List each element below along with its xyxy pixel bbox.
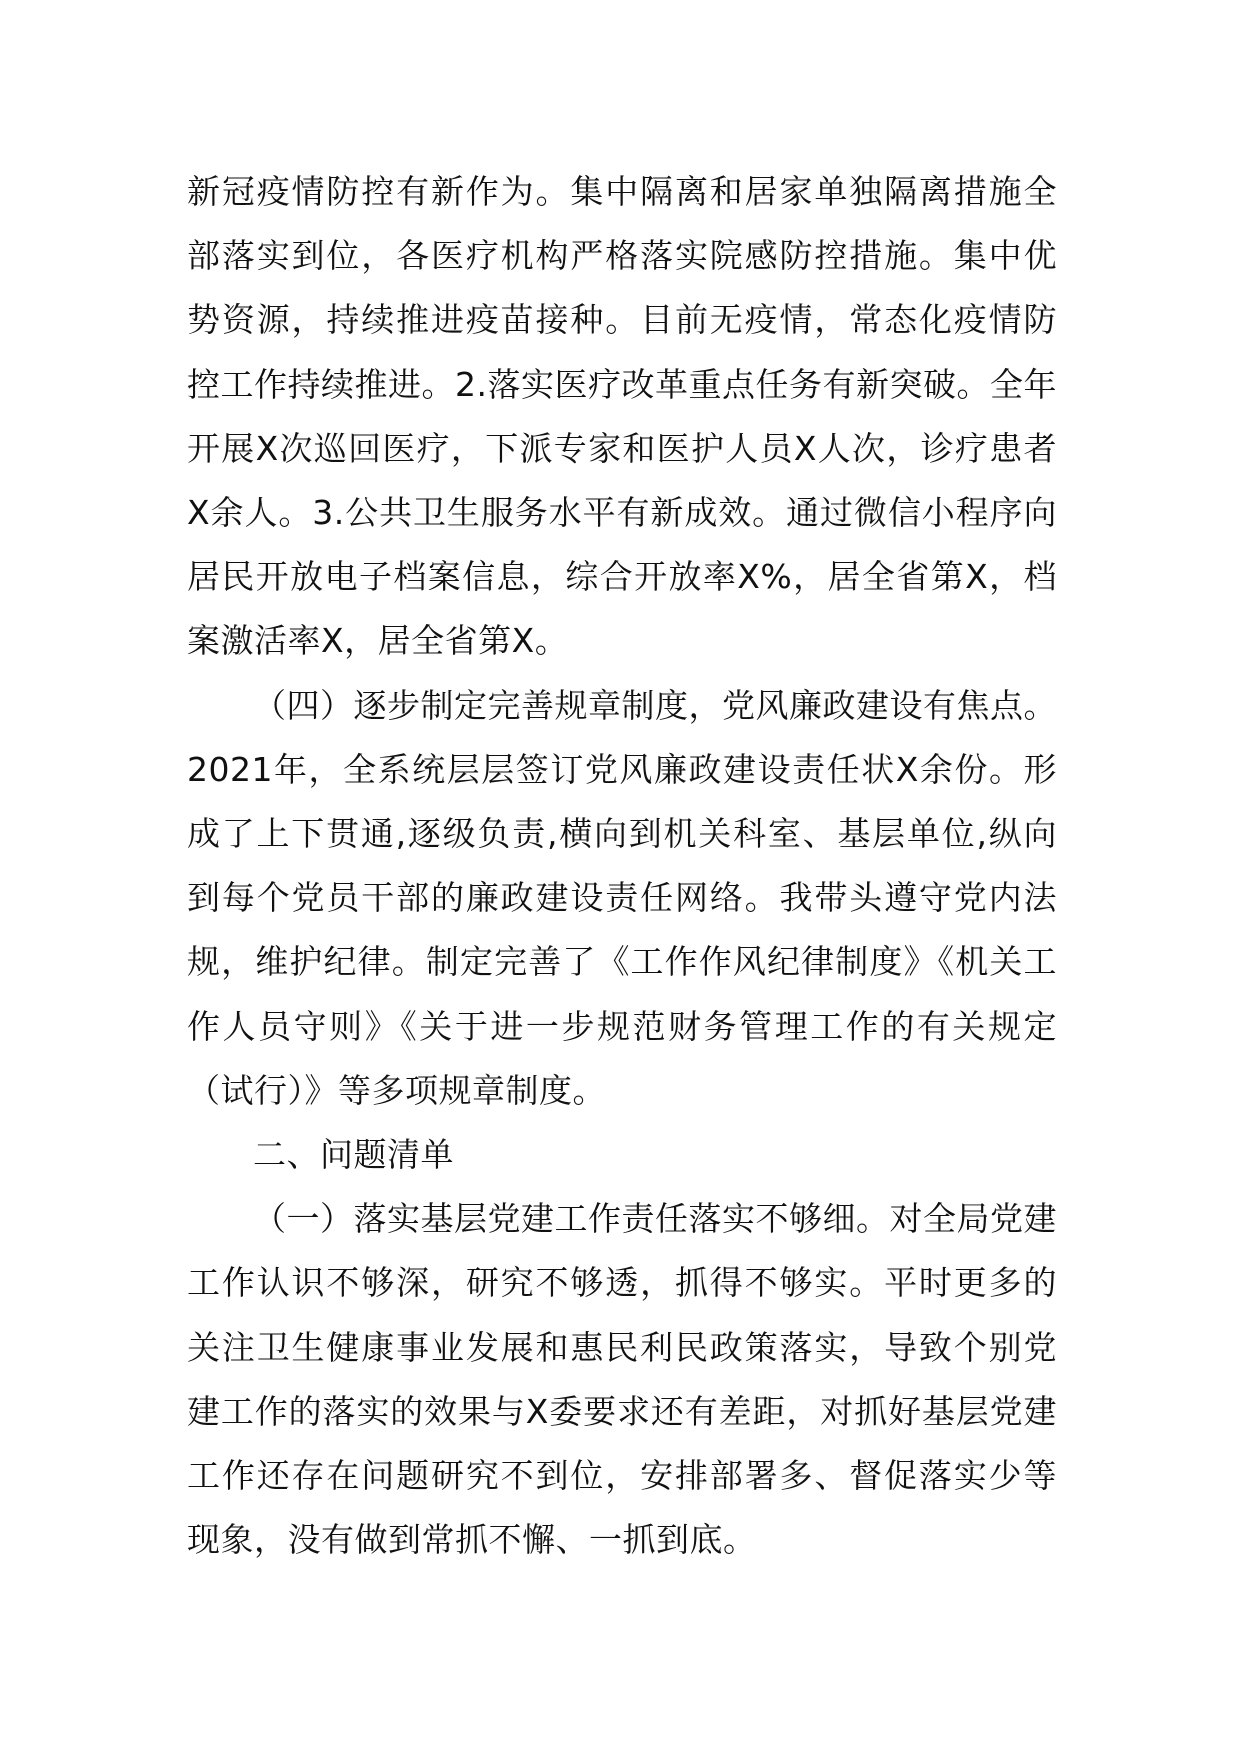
paragraph-problem-one: （一）落实基层党建工作责任落实不够细。对全局党建工作认识不够深，研究不够透，抓得不够实。平时更多的关注卫生健康事业发展和惠民利民政策落实，导致个别党建工作的落实的效果与X委要求还有差距，对抓好基层党建工作还存在问题研究不到位，安排部署多、督促落实少等现象，没有做到常抓不懈、一抓到底。 — [187, 1199, 1057, 1560]
document-body — [187, 160, 1057, 1572]
paragraph-section-four-regulations: （四）逐步制定完善规章制度，党风廉政建设有焦点。2021年，全系统层层签订党风廉政建设责任状X余份。形成了上下贯通,逐级负责,横向到机关科室、基层单位,纵向到每个党员干部的廉政建设责任网络。我带头遵守党内法规，维护纪律。制定完善了《工作作风纪律制度》《机关工作人员守则》《关于进一步规范财务管理工作的有关规定（试行）》等多项规章制度。 — [187, 685, 1057, 1110]
paragraph-health-achievements: 新冠疫情防控有新作为。集中隔离和居家单独隔离措施全部落实到位，各医疗机构严格落实院感防控措施。集中优势资源，持续推进疫苗接种。目前无疫情，常态化疫情防控工作持续推进。2.落实医疗改革重点任务有新突破。全年开展X次巡回医疗，下派专家和医护人员X人次，诊疗患者X余人。3.公共卫生服务水平有新成效。通过微信小程序向居民开放电子档案信息，综合开放率X%，居全省第X，档案激活率X，居全省第X。 — [187, 172, 1057, 661]
section-heading-problem-list: 二、问题清单 — [253, 1135, 454, 1175]
